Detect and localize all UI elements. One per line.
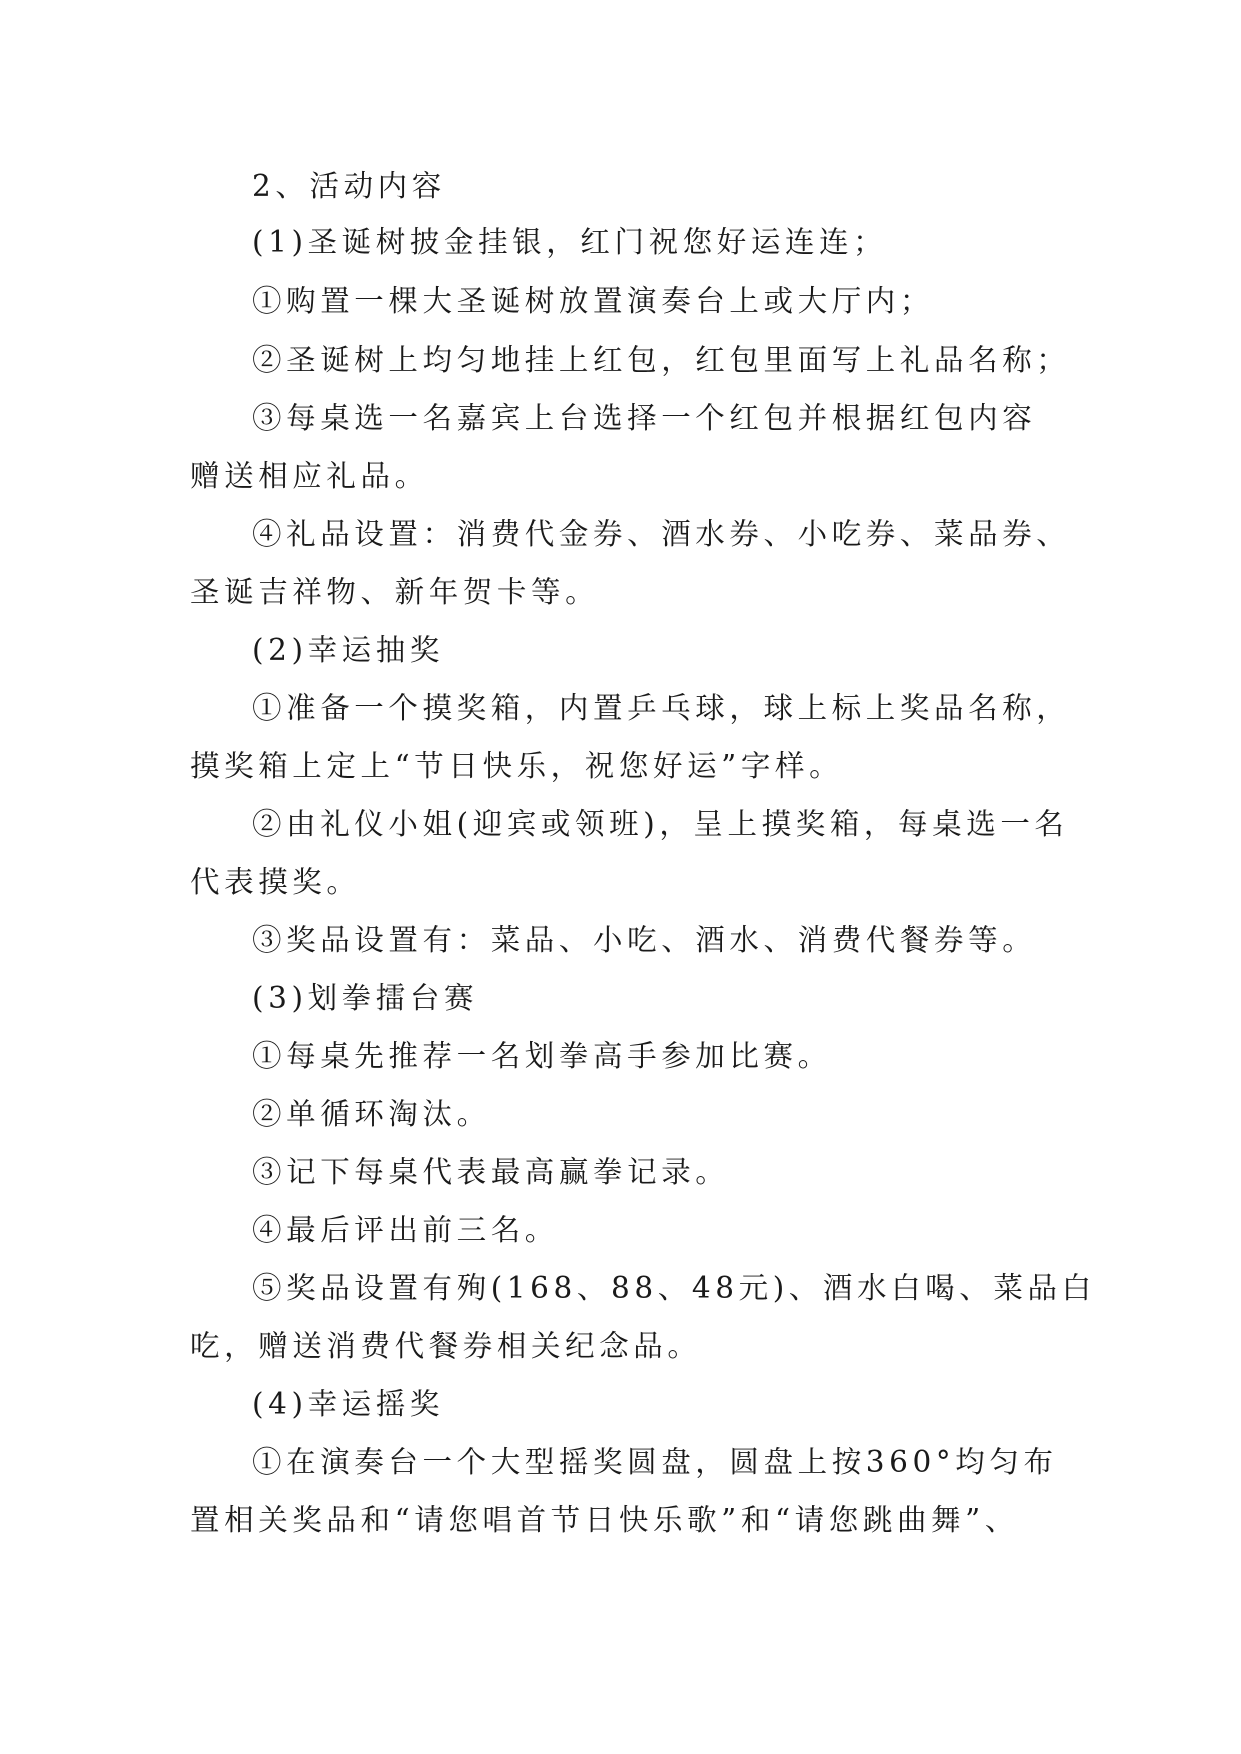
paragraph-line: ③奖品设置有：菜品、小吃、酒水、消费代餐券等。 (252, 923, 1037, 957)
paragraph-line: ①在演奏台一个大型摇奖圆盘，圆盘上按360°均匀布 (252, 1445, 1058, 1479)
paragraph-line: ③记下每桌代表最高赢拳记录。 (252, 1155, 730, 1189)
paragraph-line: ①每桌先推荐一名划拳高手参加比赛。 (252, 1039, 832, 1073)
paragraph-line: ②由礼仪小姐(迎宾或领班)，呈上摸奖箱，每桌选一名 (252, 807, 1069, 841)
paragraph-line: 摸奖箱上定上“节日快乐，祝您好运”字样。 (190, 749, 844, 783)
subsection-heading: (3)划拳擂台赛 (252, 981, 479, 1015)
paragraph-line: ②单循环淘汰。 (252, 1097, 491, 1131)
paragraph-line: 置相关奖品和“请您唱首节日快乐歌”和“请您跳曲舞”、 (190, 1503, 1019, 1537)
paragraph-line: ①准备一个摸奖箱，内置乒乓球，球上标上奖品名称， (252, 691, 1071, 725)
paragraph-line: ②圣诞树上均匀地挂上红包，红包里面写上礼品名称； (252, 343, 1071, 377)
subsection-heading: (4)幸运摇奖 (252, 1387, 444, 1421)
paragraph-line: 代表摸奖。 (190, 865, 361, 899)
subsection-heading: (2)幸运抽奖 (252, 633, 444, 667)
paragraph-line: ①购置一棵大圣诞树放置演奏台上或大厅内； (252, 284, 935, 318)
subsection-heading: (1)圣诞树披金挂银，红门祝您好运连连； (252, 225, 888, 259)
section-heading: 2、活动内容 (252, 169, 446, 203)
paragraph-line: ④最后评出前三名。 (252, 1213, 559, 1247)
paragraph-line: 吃，赠送消费代餐券相关纪念品。 (190, 1329, 702, 1363)
paragraph-line: ⑤奖品设置有殉(168、88、48元)、酒水白喝、菜品白 (252, 1271, 1096, 1305)
paragraph-line: 圣诞吉祥物、新年贺卡等。 (190, 575, 600, 609)
paragraph-line: ④礼品设置：消费代金券、酒水券、小吃券、菜品券、 (252, 517, 1071, 551)
paragraph-line: 赠送相应礼品。 (190, 459, 429, 493)
paragraph-line: ③每桌选一名嘉宾上台选择一个红包并根据红包内容 (252, 401, 1037, 435)
